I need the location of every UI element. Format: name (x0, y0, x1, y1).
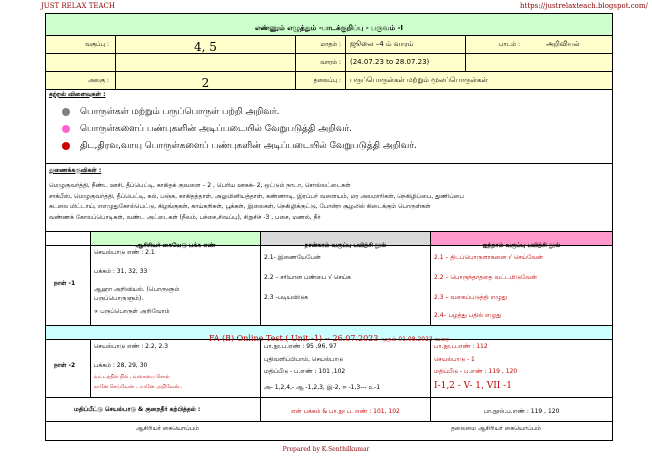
lesson-plan-table (45, 13, 613, 441)
day2-teacher-activity: செயல்பாடு எண் : 2.2, 2.3 (94, 343, 169, 350)
day2-level5-item: I-1,2 - V- 1, VII -1 (434, 381, 512, 391)
header-right: https://justrelaxteach.blogspot.com/ (520, 2, 648, 10)
day2-teacher-pages: பக்கம் : 28, 29, 30 (94, 362, 148, 369)
day1-level4-item: 2.2 – சரியான பண்பை √ செய்க (264, 274, 351, 281)
day2-label: நாள் -2 (54, 362, 76, 369)
week-label: வாரம் : (320, 59, 341, 66)
title-row (46, 14, 612, 36)
day2-level5-item: செயல்பாடு - 1 (434, 356, 475, 363)
header-level4: நான்காம் வகுப்பு பயிற்சி நூல் (304, 242, 387, 249)
materials-line: கடலை மிட்டாய், எஎழுதுகோல்பெட்டு, கிழங்குகள், காய்கறிகள், பூக்கள், இலைகள், நெகிழிக்குட்டு, போன்ற சூழலில் கிடைக்கும் பொருள்கள் (49, 203, 431, 210)
day2-level4-item: அ- 1,2,4,- ஆ -1,2,3, இ-2, ஈ -1,3--- உ-1 (264, 384, 381, 391)
day2-teacher-text: வட்டத்தில் நில் , வகையை சொல் (94, 374, 170, 380)
assessment-level5: பா.நூல்.ப.எண் : 119 , 120 (483, 408, 560, 415)
materials-line: வண்ணக் கோலப்பொடிகள், வண்ட அட்டைகள் (நீலம், பச்சை,சிவப்பு), சிறுசிச் -3 , பசை, மணல், நீர் (49, 213, 321, 221)
header-level5: ஐந்தாம் வகுப்பு பயிற்சி நூல் (482, 242, 561, 249)
bullet-icon (62, 142, 70, 150)
assessment-row (46, 398, 612, 422)
day1-level5-item: 2.1 – திடப்பொருளாகனை √ செய்வேன் (434, 254, 543, 261)
day2-level4-item: பா.நூ.ப.எண் : 95 ,96, 97 (264, 343, 337, 350)
unit-value: 2 (201, 76, 210, 90)
day1-teacher-text: பருப்பொருளும்). (94, 295, 144, 302)
materials-section (46, 164, 612, 232)
materials-line: சாக்பீஸ், மெழுகுவர்த்தி, தீப்பெட்டி, கல், பஞ்சு, காகிதத்தாள், அலுமினியத்தாள், கண்ணாடி, இரப்பர் வளையம், மர அலமாரிகள், நெகிழிப்பை, துணிப்பை (49, 192, 464, 200)
unit-label: அலகு : (88, 77, 109, 84)
class-label: வகுப்பு : (85, 41, 109, 48)
bullet-icon (62, 125, 70, 133)
day1-teacher-pages: பக்கம் : 31, 32, 33 (94, 268, 148, 275)
day1-level5-item: 2.3 – வகைப்படுத்தி எழுது (434, 294, 507, 301)
day2-teacher-text: நானே செய்வேன் .. நானே அறிவேன்.. (94, 384, 183, 390)
day1-level4-item: 2.3 -படியவிடுக (264, 294, 309, 301)
materials-title: துணைக்கருவிகள் : (49, 167, 102, 174)
materials-line: மெழுகுவர்த்தி, நீண்ட ஊசி, தீப்பெட்டி, காகிதக் குவளை – 2 , பெரிய ஊசுக்- 2, ஒட்டும் நாடா, சொல்லட்டைகள் (49, 182, 351, 189)
day2-level4-item: புதிவளிப்பிபாம், செயல்பாடு (264, 356, 344, 363)
info-row-week (46, 54, 612, 72)
day1-row (46, 246, 612, 326)
assessment-label: மதிப்பீட்டு செயல்பாடு & குறைதீர் கற்பித்தல் : (74, 406, 201, 413)
fa-text: FA (B) Online Test ( Unit -1) -- 26.07.2023 (208, 334, 381, 343)
subject-label: பாடம் : (498, 41, 520, 48)
outcomes-title: கற்றல் விளைவுகள் : (49, 91, 106, 98)
day1-teacher-activity: செயல்பாடு எண் : 2.1 (94, 249, 155, 256)
month-label: மாதம் : (320, 41, 341, 48)
subject-value: அறிவியல் (546, 40, 580, 48)
day2-level5-item: மதிப்பீடு - ப.எண் : 119 , 120 (434, 368, 518, 375)
class-value: 4, 5 (194, 40, 217, 54)
topic-label: தலைப்பு : (313, 77, 341, 84)
header-left: JUST RELAX TEACH (41, 2, 115, 10)
day1-teacher-text: ஆஹா அறிவியல். (பொருளும் (94, 286, 180, 293)
day1-level4-item: 2.1- இணையேபேன் (264, 254, 321, 261)
day2-level5-item: பா.நூ.ப.எண் : 112 (434, 343, 488, 350)
outcome-item: திட,திரவ,வாயு பொருள்களைப் பண்புகளின் அடிப்படையில் வேறுபடுத்தி அறிவர். (62, 141, 612, 152)
week-value: (24.07.23 to 28.07.23) (350, 58, 430, 66)
day2-row (46, 340, 612, 398)
teacher-signature: ஆசிரியர் கையொப்பம் (136, 425, 200, 432)
outcome-item: பொருள்களைப் பண்புகளின் அடிப்படையில் வேறுபடுத்தி அறிவர். (62, 124, 612, 135)
footer-credit: Prepared by K.Senthilkumar (282, 446, 370, 453)
table-header-row (46, 232, 612, 249)
info-row-unit (46, 72, 612, 90)
day1-level5-item: 2.2 – பொருந்தாததை வட்டமிடுவேன் (434, 274, 537, 281)
fa-suffix: முதல் 01.08.2023 வரை (380, 336, 450, 343)
head-signature: தலைமை ஆசிரியர் கையொப்பம் (451, 425, 541, 432)
day2-level4-item: மதிப்பீடு - ப.எண் : 101 ,102 (264, 368, 346, 375)
page-title: எண்ணும் எழுத்தும் -பாடக்குறிப்பு - பருவம் -I (254, 24, 404, 32)
month-value: ஜூலை –4 ம் வாரம் (350, 40, 414, 48)
day1-label: நாள் -1 (54, 280, 76, 287)
outcomes-section (46, 90, 612, 164)
topic-value: பருப்பொருள்கள் மற்றும் மூலப்பொருள்கள் (350, 76, 488, 84)
bullet-icon (62, 108, 70, 116)
outcomes-list (46, 103, 612, 152)
materials-list (49, 181, 464, 223)
day1-teacher-text: ∝ பருப்பொருள் அறிவோம் (94, 308, 170, 315)
day1-level5-item: 2.4– பழத்து பதில் எழுது (434, 312, 502, 319)
outcome-item: பொருள்கள் மற்றும் பருப்பொருள் பற்றி அறிவர். (62, 107, 612, 118)
fa-row (46, 326, 612, 343)
info-row-class (46, 36, 612, 54)
assessment-level4: என் பக்கம் & பா.நூ ப. எண் : 101, 102 (291, 408, 400, 415)
header-teacher: ஆசிரியர் கையேடு பக்க எண் (135, 242, 216, 249)
